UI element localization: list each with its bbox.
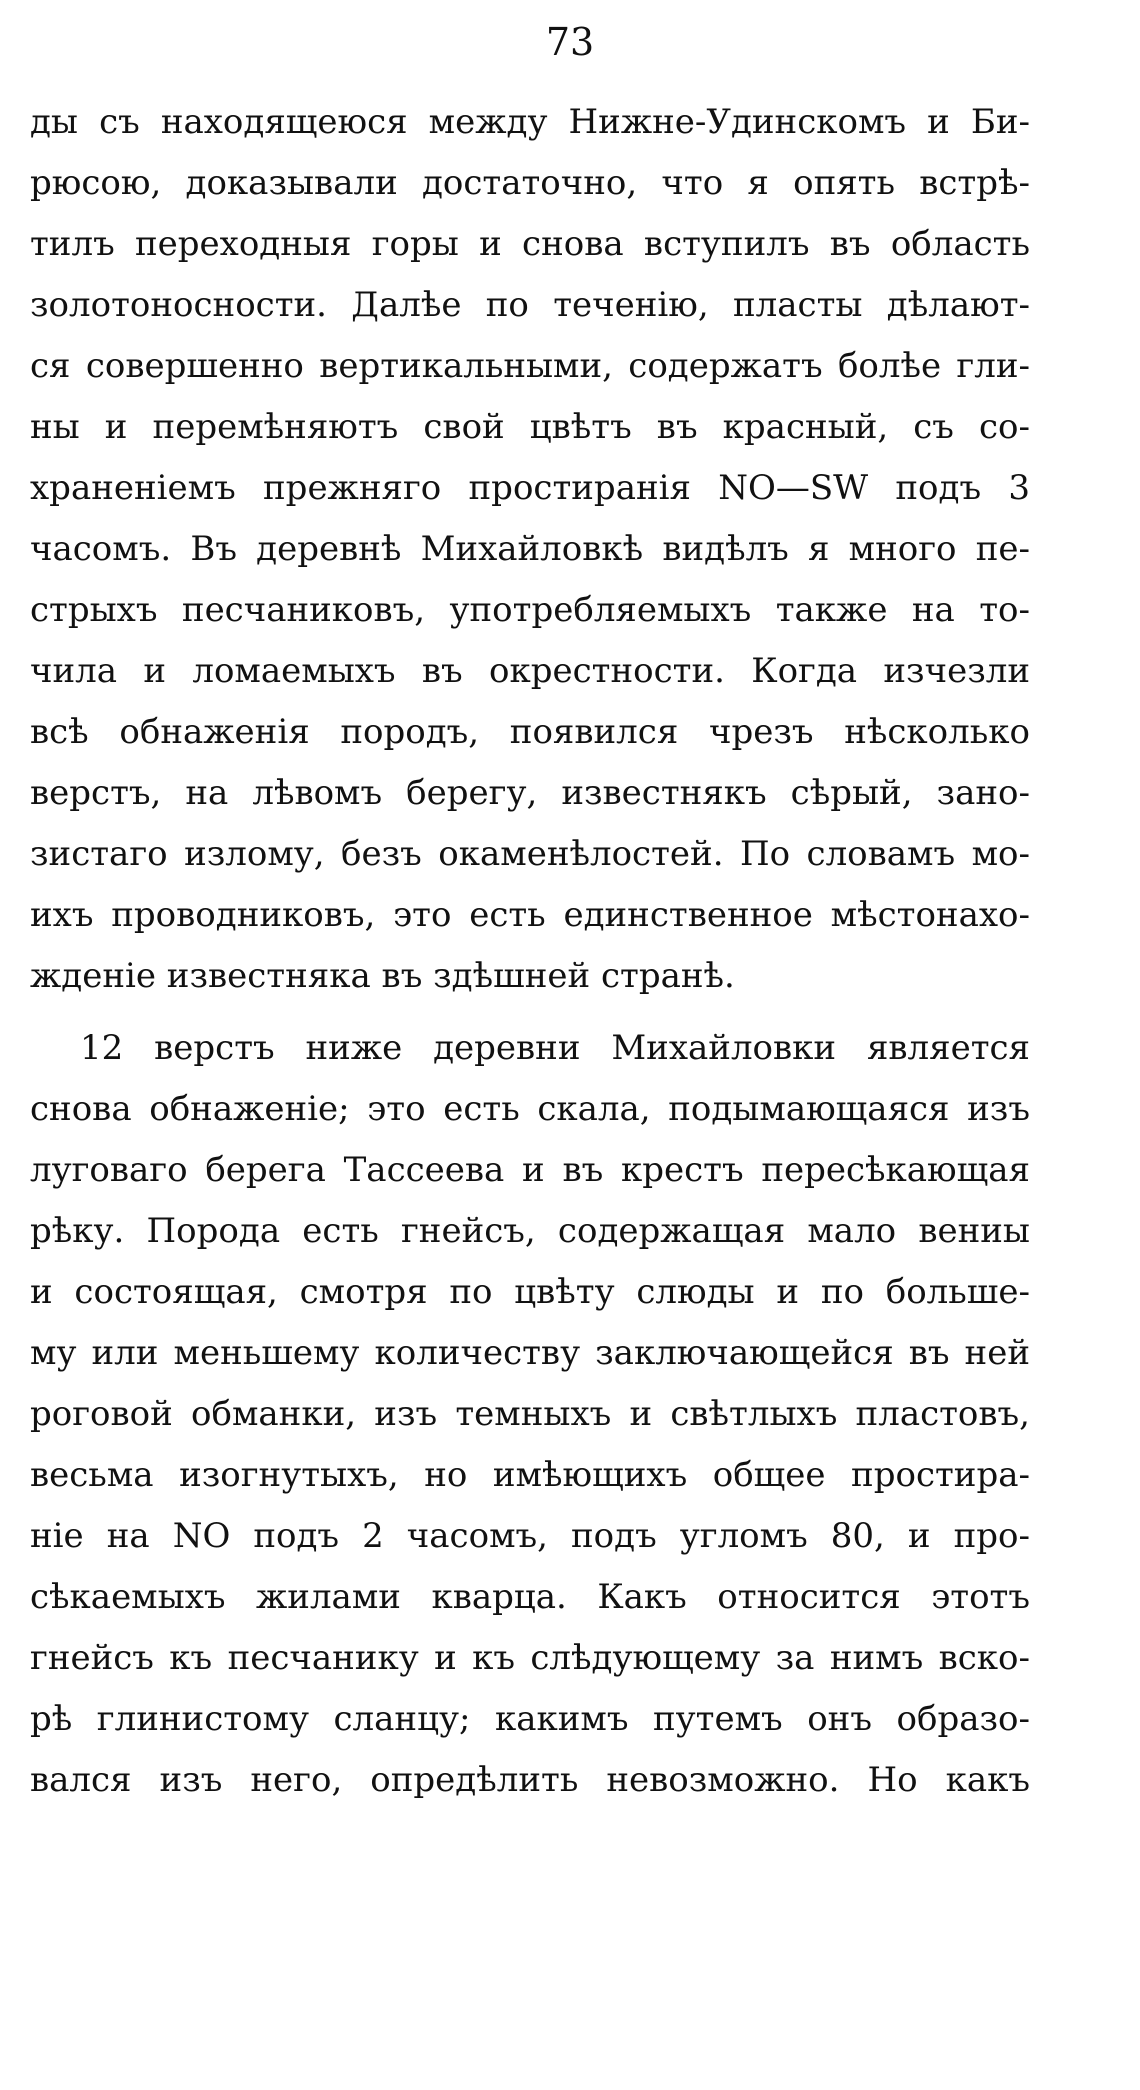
text-line: жденіе известняка въ здѣшней странѣ. [30,956,735,996]
text-line: гнейсъ къ песчанику и къ слѣдующему за нимъ вско- [30,1638,1030,1678]
text-line: луговаго берега Тассеева и въ крестъ пересѣкающая [30,1150,1030,1190]
text-line: снова обнаженіе; это есть скала, подымающаяся изъ [30,1089,1030,1129]
text-line: рюсою, доказывали достаточно, что я опять встрѣ- [30,163,1030,203]
text-line: ся совершенно вертикальными, содержатъ болѣе гли- [30,346,1030,386]
text-line: рѣку. Порода есть гнейсъ, содержащая мало вениы [30,1211,1030,1251]
text-line: ны и перемѣняютъ свой цвѣтъ въ красный, съ со- [30,407,1030,447]
text-line: му или меньшему количеству заключающейся въ ней [30,1333,1030,1373]
text-line: чила и ломаемыхъ въ окрестности. Когда изчезли [30,651,1030,691]
text-line: сѣкаемыхъ жилами кварца. Какъ относится этотъ [30,1577,1030,1617]
text-line: золотоносности. Далѣе по теченію, пласты дѣлают- [30,285,1030,325]
text-line: весьма изогнутыхъ, но имѣющихъ общее простира- [30,1455,1030,1495]
text-line: ды съ находящеюся между Нижне-Удинскомъ и Би- [30,102,1030,142]
page-number: 73 [545,20,595,64]
text-line: зистаго излому, безъ окаменѣлостей. По словамъ мо- [30,834,1030,874]
text-line: роговой обманки, изъ темныхъ и свѣтлыхъ пластовъ, [30,1394,1030,1434]
text-line: и состоящая, смотря по цвѣту слюды и по больше- [30,1272,1030,1312]
text-line: 12 верстъ ниже деревни Михайловки является [80,1028,1030,1068]
paragraph-2 [30,1018,1030,1811]
text-line: верстъ, на лѣвомъ берегу, известнякъ сѣрый, зано- [30,773,1030,813]
text-line: тилъ переходныя горы и снова вступилъ въ область [30,224,1030,264]
text-line: всѣ обнаженія породъ, появился чрезъ нѣсколько [30,712,1030,752]
text-line: рѣ глинистому сланцу; какимъ путемъ онъ образо- [30,1699,1030,1739]
text-line: храненіемъ прежняго простиранія NO—SW подъ 3 [30,468,1030,508]
text-line: ихъ проводниковъ, это есть единственное мѣстонахо- [30,895,1030,935]
text-line: стрыхъ песчаниковъ, употребляемыхъ также на то- [30,590,1030,630]
text-line: ніе на NO подъ 2 часомъ, подъ угломъ 80, и про- [30,1516,1030,1556]
text-line: часомъ. Въ деревнѣ Михайловкѣ видѣлъ я много пе- [30,529,1030,569]
text-line: вался изъ него, опредѣлить невозможно. Но какъ [30,1760,1030,1800]
paragraph-1 [30,92,1030,1007]
